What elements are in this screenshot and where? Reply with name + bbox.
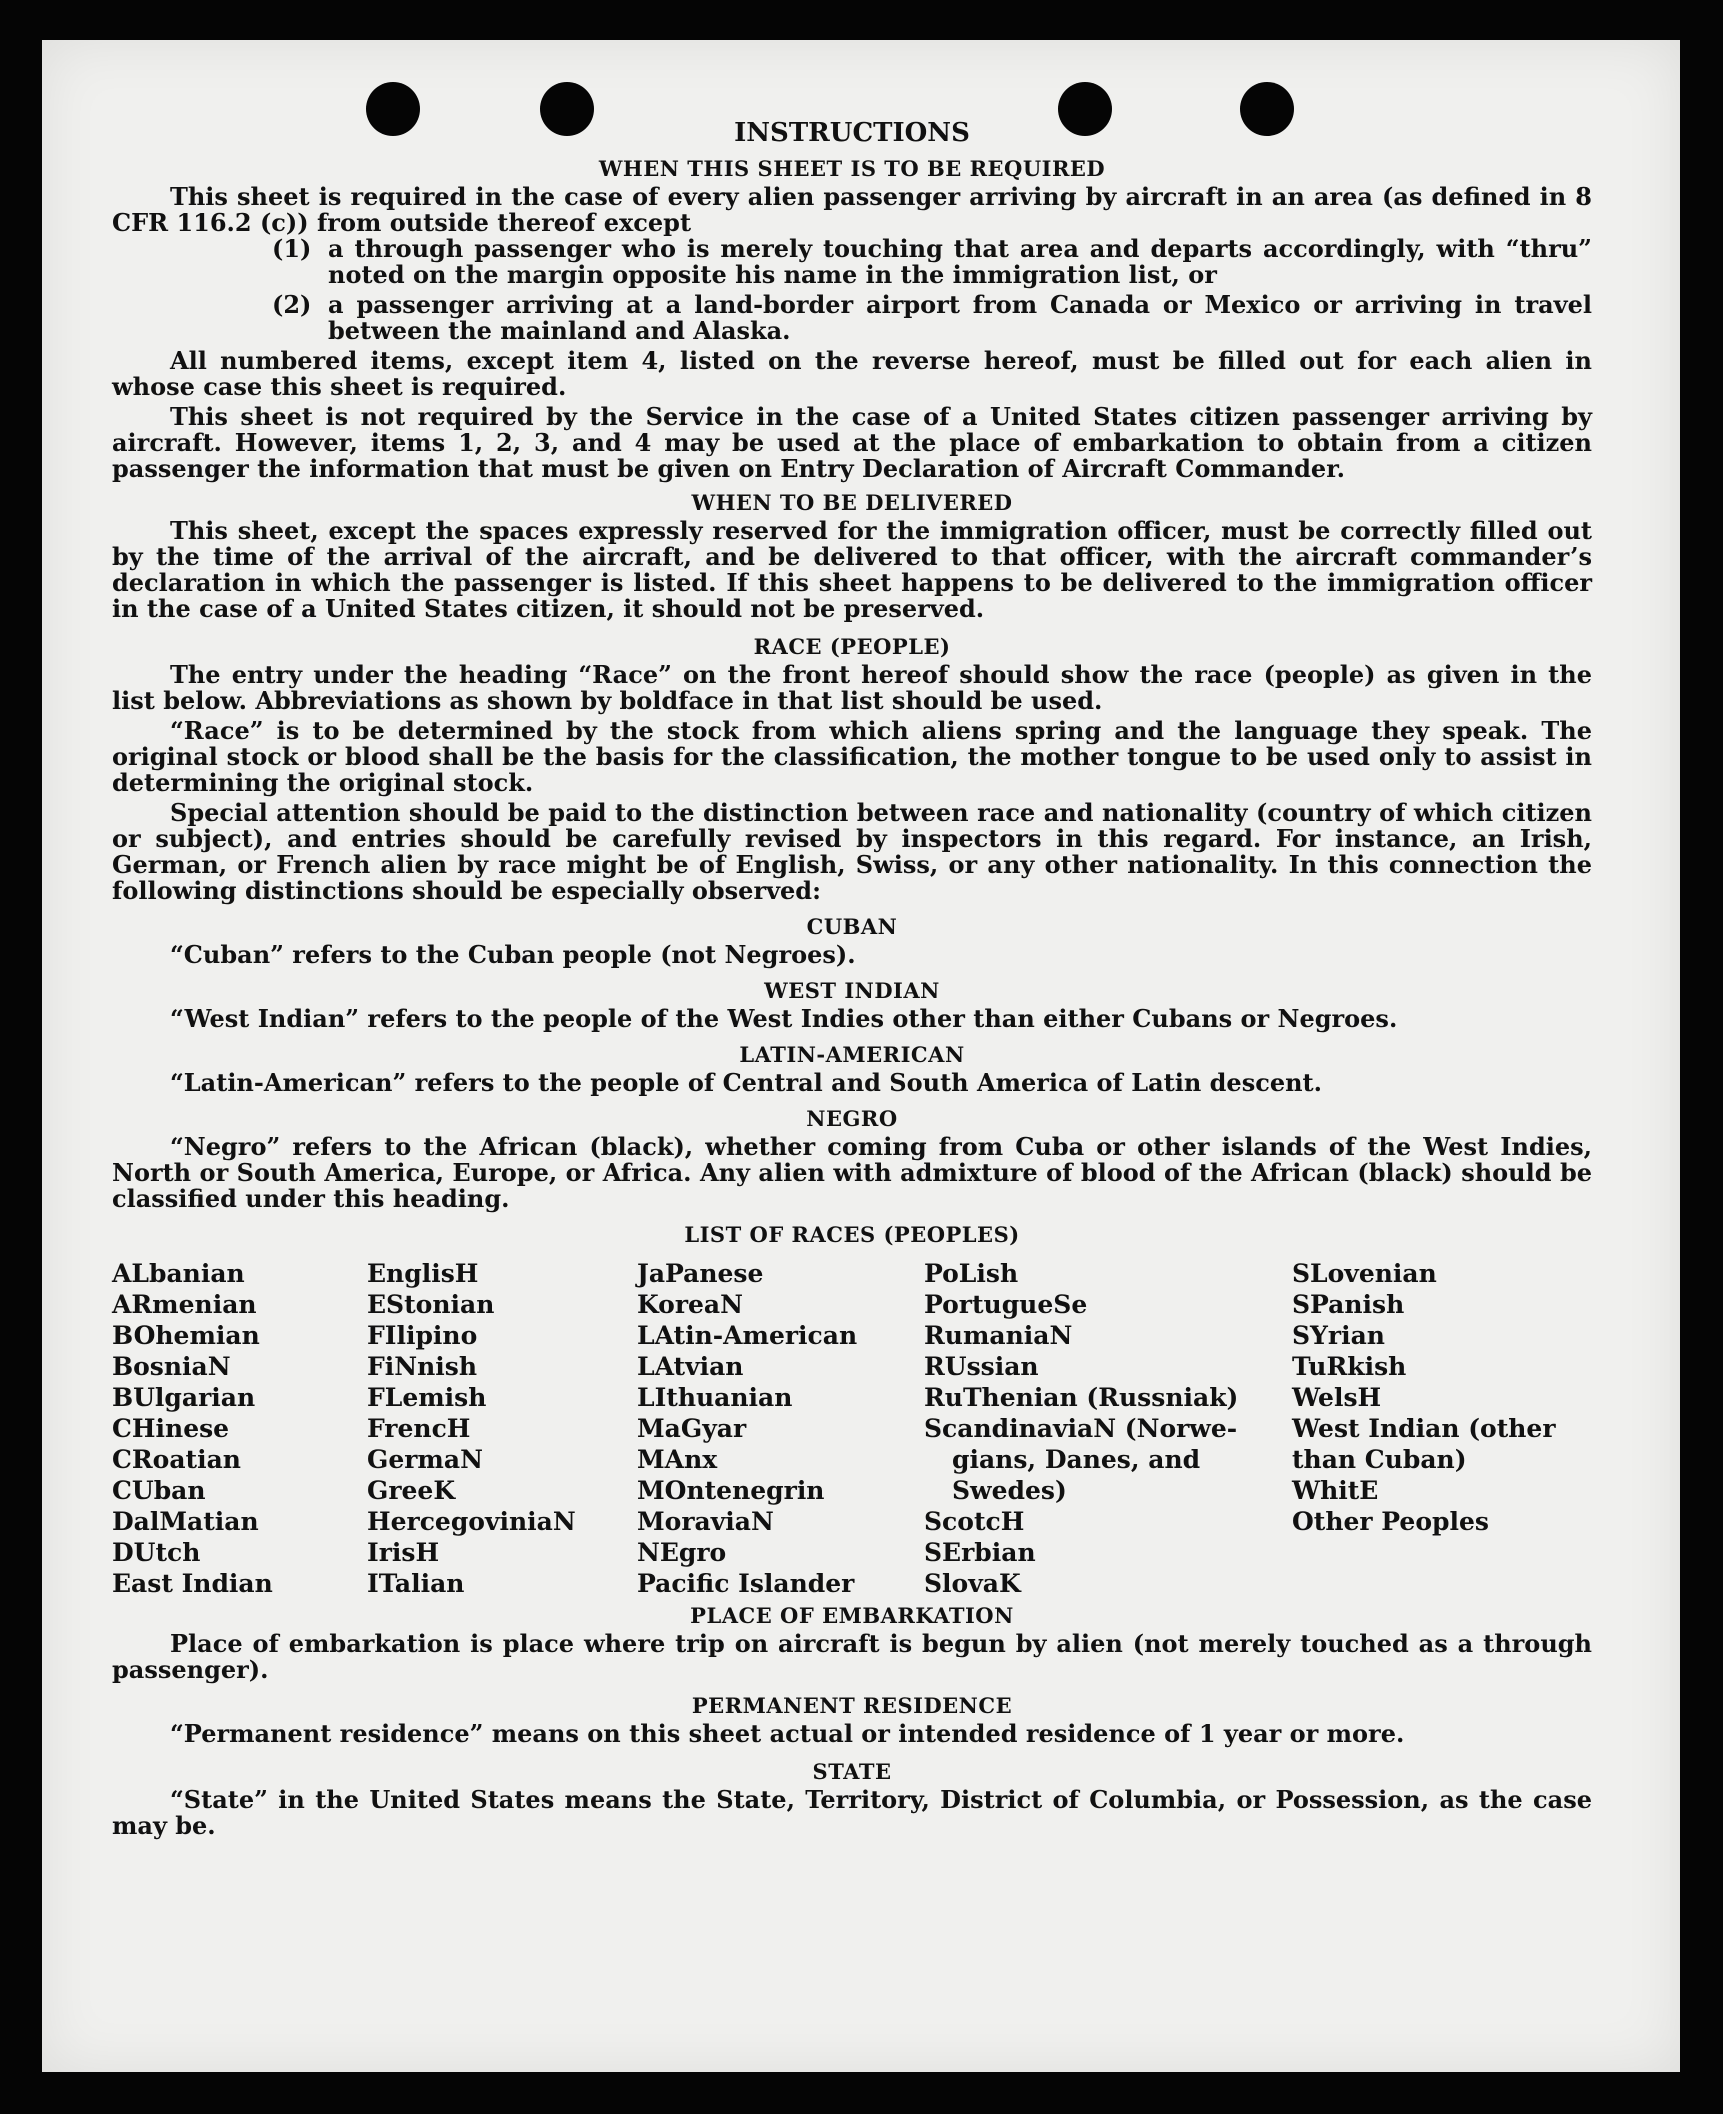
races-column-2 [367,1258,637,1599]
list-item-continuation: Swedes) [952,1476,1067,1505]
list-item-continuation: gians, Danes, and [952,1445,1201,1474]
paragraph-required-intro: This sheet is required in the case of every alien passenger arriving by aircraft in an area (as defined in 8 CFR 116.2 (c)) from outside thereof except [112,182,1592,237]
section-heading-residence: PERMANENT RESIDENCE [691,1693,1013,1718]
list-item: SLovenian [1292,1259,1437,1288]
list-item: JaPanese [637,1259,764,1288]
paragraph-race-2: “Race” is to be determined by the stock from which aliens spring and the language they speak. The original stock or blood shall be the basis for the classification, the mother tongue to be used only to assist in determining the original stock. [112,716,1592,797]
list-item: BosniaN [112,1352,231,1381]
paragraph-residence: “Permanent residence” means on this sheet actual or intended residence of 1 year or more. [170,1719,1405,1748]
list-item: SErbian [924,1538,1036,1567]
list-item: LAtvian [637,1352,744,1381]
section-heading-when-delivered: WHEN TO BE DELIVERED [691,490,1013,515]
races-column-4 [924,1258,1292,1599]
list-item: West Indian (other [1292,1414,1556,1443]
list-item: SYrian [1292,1321,1385,1350]
list-item: GermaN [367,1445,483,1474]
section-heading-race: RACE (PEOPLE) [753,634,951,659]
list-item: NEgro [637,1538,727,1567]
item-number: (1) [272,234,312,263]
section-heading-state: STATE [812,1759,892,1784]
instructions-document [112,80,1592,1839]
list-item: BUlgarian [112,1383,256,1412]
list-item: FiNnish [367,1352,478,1381]
paragraph-cuban: “Cuban” refers to the Cuban people (not Negroes). [170,940,856,969]
list-item: LIthuanian [637,1383,793,1412]
list-item: MaGyar [637,1414,747,1443]
list-item: MAnx [637,1445,718,1474]
exception-item-2 [272,292,1592,344]
list-item: DUtch [112,1538,201,1567]
list-of-races [112,1258,1592,1599]
list-item: EnglisH [367,1259,479,1288]
list-item: CUban [112,1476,206,1505]
section-heading-west-indian: WEST INDIAN [764,978,940,1003]
list-item: SPanish [1292,1290,1405,1319]
list-item: FrencH [367,1414,471,1443]
list-item: ALbanian [112,1259,245,1288]
list-item: DalMatian [112,1507,259,1536]
list-item: RuThenian (Russniak) [924,1383,1239,1412]
list-item: ITalian [367,1569,465,1598]
paragraph-delivered: This sheet, except the spaces expressly reserved for the immigration officer, must be correctly filled out by the time of the arrival of the aircraft, and be delivered to that officer, with the aircraft commander’s declaration in which the passenger is listed. If this sheet happens to be delivered to the immigration officer in the case of a United States citizen, it should not be preserved. [112,516,1592,623]
section-heading-list-of-races: LIST OF RACES (PEOPLES) [684,1222,1020,1247]
races-column-3 [637,1258,924,1599]
list-item: GreeK [367,1476,456,1505]
list-item: Other Peoples [1292,1507,1489,1536]
paragraph-embarkation: Place of embarkation is place where trip on aircraft is begun by alien (not merely touched as a through passenger). [112,1629,1592,1684]
list-item: TuRkish [1292,1352,1407,1381]
paragraph-state: “State” in the United States means the State, Territory, District of Columbia, or Possession, as the case may be. [112,1785,1592,1840]
item-number: (2) [272,290,312,319]
section-heading-latin-american: LATIN-AMERICAN [739,1042,965,1067]
list-item: ARmenian [112,1290,257,1319]
paragraph-numbered-items: All numbered items, except item 4, listed on the reverse hereof, must be filled out for each alien in whose case this sheet is required. [112,346,1592,401]
list-item: RUssian [924,1352,1039,1381]
section-heading-negro: NEGRO [806,1106,898,1131]
list-item: LAtin-American [637,1321,858,1350]
list-item: EStonian [367,1290,495,1319]
list-item: PortugueSe [924,1290,1088,1319]
list-item: HercegoviniaN [367,1507,576,1536]
page-title: INSTRUCTIONS [734,118,970,148]
paragraph-citizen: This sheet is not required by the Service in the case of a United States citizen passenger arriving by aircraft. However, items 1, 2, 3, and 4 may be used at the place of embarkation to obtain from a citizen passenger the information that must be given on Entry Declaration of Aircraft Commander. [112,402,1592,483]
list-item: FLemish [367,1383,487,1412]
section-heading-cuban: CUBAN [806,914,898,939]
paragraph-west-indian: “West Indian” refers to the people of the West Indies other than either Cubans or Negroes. [170,1004,1398,1033]
list-item: Pacific Islander [637,1569,855,1598]
paragraph-race-1: The entry under the heading “Race” on the front hereof should show the race (people) as given in the list below. Abbreviations as shown by boldface in that list should be used. [112,660,1592,715]
list-item: FIlipino [367,1321,478,1350]
races-column-1 [112,1258,367,1599]
list-item: CRoatian [112,1445,241,1474]
list-item: IrisH [367,1538,440,1567]
list-item: ScandinaviaN (Norwe- [924,1414,1238,1443]
list-item: MoraviaN [637,1507,774,1536]
item-text: a passenger arriving at a land-border airport from Canada or Mexico or arriving in travel between the mainland and Alaska. [328,290,1592,345]
paragraph-latin-american: “Latin-American” refers to the people of Central and South America of Latin descent. [170,1068,1322,1097]
list-item: SlovaK [924,1569,1021,1598]
list-item: PoLish [924,1259,1019,1288]
list-item: East Indian [112,1569,273,1598]
list-item: MOntenegrin [637,1476,825,1505]
list-item: RumaniaN [924,1321,1073,1350]
paragraph-race-3: Special attention should be paid to the distinction between race and nationality (country of which citizen or subject), and entries should be carefully revised by inspectors in this regard. For instance, an Irish, German, or French alien by race might be of English, Swiss, or any other nationality. In this connection the following distinctions should be especially observed: [112,798,1592,905]
list-item-continuation: than Cuban) [1292,1445,1467,1474]
section-heading-when-required: WHEN THIS SHEET IS TO BE REQUIRED [598,156,1106,181]
list-item: CHinese [112,1414,230,1443]
races-column-5 [1292,1258,1592,1599]
list-item: WhitE [1292,1476,1379,1505]
item-text: a through passenger who is merely touching that area and departs accordingly, with “thru” noted on the margin opposite his name in the immigration list, or [328,234,1592,289]
list-item: ScotcH [924,1507,1025,1536]
exception-item-1 [272,236,1592,288]
list-item: BOhemian [112,1321,260,1350]
paragraph-negro: “Negro” refers to the African (black), whether coming from Cuba or other islands of the West Indies, North or South America, Europe, or Africa. Any alien with admixture of blood of the African (black) should be classified under this heading. [112,1132,1592,1213]
list-item: KoreaN [637,1290,743,1319]
section-heading-embarkation: PLACE OF EMBARKATION [690,1603,1014,1628]
list-item: WelsH [1292,1383,1382,1412]
